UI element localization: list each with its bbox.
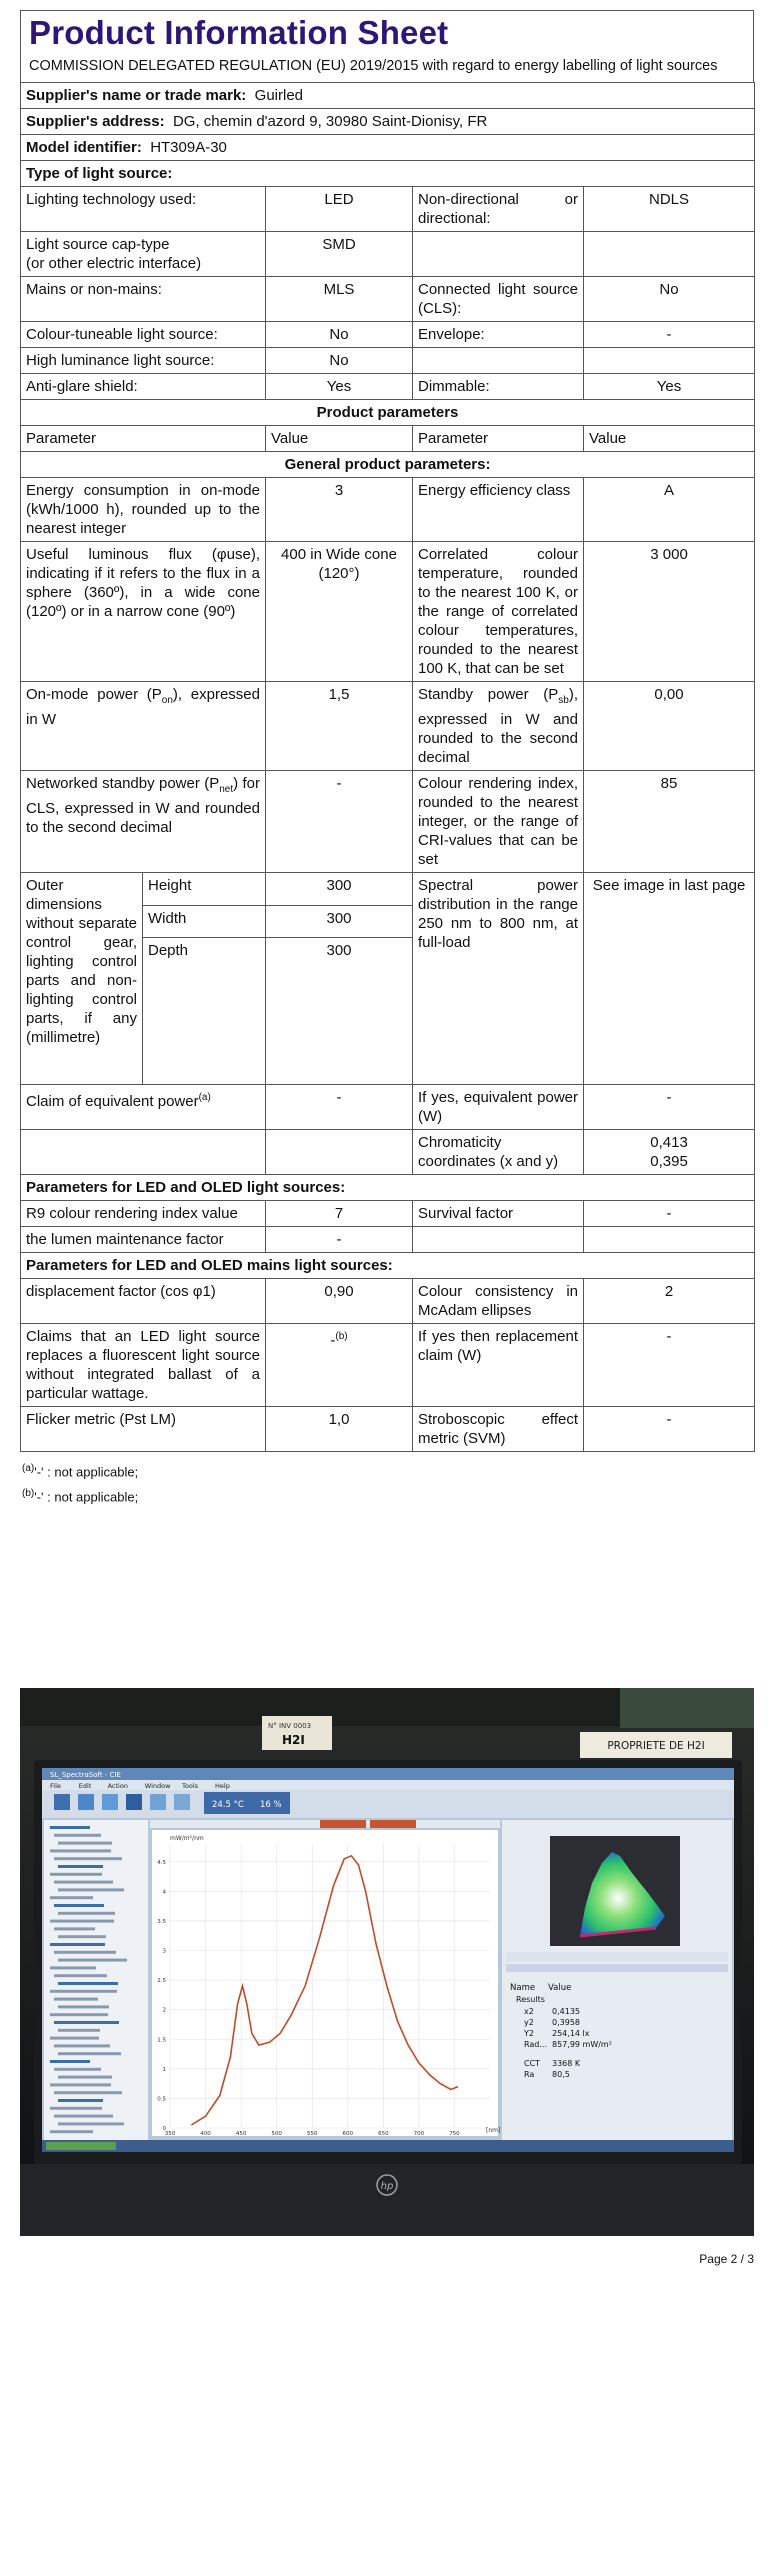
spectral-label: Spectral power distribution in the range 250 nm to 800 nm, at full-load bbox=[413, 873, 584, 1085]
results-col-value: Value bbox=[548, 1983, 572, 1993]
led-heading-row bbox=[21, 1175, 755, 1201]
result-name: y2 bbox=[524, 2018, 534, 2027]
humidity-readout: 16 % bbox=[260, 1800, 282, 1810]
menu-item[interactable]: Help bbox=[215, 1782, 230, 1790]
displacement-value: 0,90 bbox=[266, 1279, 413, 1324]
type-row-mains bbox=[21, 277, 755, 322]
y-tick-label: 2 bbox=[162, 2007, 166, 2014]
tree-row bbox=[50, 1826, 90, 1829]
on-mode-power-label bbox=[21, 682, 266, 771]
tree-row bbox=[58, 1888, 124, 1891]
type-value-2: - bbox=[584, 322, 755, 348]
empty-cell bbox=[21, 1130, 266, 1175]
networked-standby-value: - bbox=[266, 771, 413, 873]
y-tick-label: 4 bbox=[162, 1889, 166, 1896]
tree-row bbox=[58, 2122, 124, 2125]
lumen-maintenance-label: the lumen maintenance factor bbox=[21, 1227, 266, 1253]
photo-svg bbox=[20, 1688, 754, 2236]
supplier-name-row bbox=[21, 83, 755, 109]
chromaticity-x: 0,413 bbox=[650, 1134, 688, 1151]
networked-standby-label-b: ) for CLS, expressed in W and rounded to the second decimal bbox=[26, 775, 260, 836]
tree-row bbox=[50, 1943, 105, 1946]
type-label: Colour-tuneable light source: bbox=[21, 322, 266, 348]
supplier-name-cell bbox=[21, 83, 755, 109]
type-row-luminance bbox=[21, 348, 755, 374]
sticker-mark-text: H2I bbox=[282, 1733, 305, 1747]
lumen-maintenance-value: - bbox=[266, 1227, 413, 1253]
supplier-name-label: Supplier's name or trade mark: bbox=[26, 87, 247, 104]
x-tick-label: 500 bbox=[271, 2131, 282, 2137]
type-value: SMD bbox=[266, 232, 413, 277]
equivalent-claim-label bbox=[21, 1085, 266, 1130]
chart-ylabel: mW/m²/nm bbox=[170, 1835, 204, 1842]
width-value: 300 bbox=[266, 905, 413, 938]
spectrum-chart-area bbox=[152, 1830, 501, 2136]
type-label-2 bbox=[413, 348, 584, 374]
cri-label: Colour rendering index, rounded to the nearest integer, or the range of CRI-values that can be set bbox=[413, 771, 584, 873]
footnote-a-text: '-' : not applicable; bbox=[34, 1464, 139, 1480]
luminous-flux-label: Useful luminous flux (φuse), indicating if it refers to the flux in a sphere (360º), in a wide cone (120º) or in a narrow cone (90º) bbox=[21, 542, 266, 682]
equivalent-claim-text: Claim of equivalent power bbox=[26, 1093, 199, 1110]
r9-row bbox=[21, 1201, 755, 1227]
luminous-flux-value: 400 in Wide cone (120°) bbox=[266, 542, 413, 682]
result-name: x2 bbox=[524, 2007, 534, 2016]
stroboscopic-label: Stroboscopic effect metric (SVM) bbox=[413, 1407, 584, 1452]
tree-row bbox=[50, 1966, 96, 1969]
result-name: Rad... bbox=[524, 2040, 547, 2049]
type-label-2: Dimmable: bbox=[413, 374, 584, 400]
colour-consistency-value: 2 bbox=[584, 1279, 755, 1324]
result-value: 0,4135 bbox=[552, 2007, 580, 2016]
x-tick-label: 350 bbox=[164, 2131, 176, 2137]
y-tick-label: 3 bbox=[162, 1948, 166, 1955]
tree-row bbox=[58, 2052, 121, 2055]
height-value: 300 bbox=[266, 873, 413, 906]
tree-row bbox=[58, 1912, 115, 1915]
type-value-2: NDLS bbox=[584, 187, 755, 232]
owner-label-text: PROPRIETE DE H2I bbox=[607, 1740, 705, 1752]
tree-row bbox=[50, 1990, 117, 1993]
r9-label: R9 colour rendering index value bbox=[21, 1201, 266, 1227]
tree-row bbox=[58, 2005, 109, 2008]
on-mode-power-label-a: On-mode power (P bbox=[26, 686, 162, 703]
replacement-claim-label: Claims that an LED light source replaces a fluorescent light source without integrated ballast of a particular wattage. bbox=[21, 1324, 266, 1407]
on-mode-power-label-b: ), expressed in W bbox=[26, 686, 260, 728]
result-value: 3368 K bbox=[552, 2059, 581, 2068]
model-label: Model identifier: bbox=[26, 139, 142, 156]
flux-row bbox=[21, 542, 755, 682]
results-group: Results bbox=[516, 1995, 545, 2004]
col-parameter-header: Parameter bbox=[21, 426, 266, 452]
footnote-b bbox=[22, 1483, 754, 1508]
tree-row bbox=[50, 2060, 90, 2063]
tree-row bbox=[54, 1998, 98, 2001]
equivalent-power-value: - bbox=[584, 1085, 755, 1130]
type-value: MLS bbox=[266, 277, 413, 322]
tree-row bbox=[54, 2115, 113, 2118]
footnote-b-text: '-' : not applicable; bbox=[34, 1489, 139, 1505]
tree-row bbox=[50, 2037, 99, 2040]
y-tick-label: 4.5 bbox=[157, 1859, 166, 1866]
equivalent-claim-sup: (a) bbox=[198, 1092, 211, 1103]
header-box bbox=[20, 10, 754, 82]
equivalent-claim-value: - bbox=[266, 1085, 413, 1130]
survival-label: Survival factor bbox=[413, 1201, 584, 1227]
y-tick-label: 1.5 bbox=[157, 2037, 166, 2044]
supplier-address-label: Supplier's address: bbox=[26, 113, 165, 130]
tree-row bbox=[50, 2130, 93, 2133]
led-heading: Parameters for LED and OLED light sources: bbox=[21, 1175, 755, 1201]
tree-row bbox=[54, 1974, 107, 1977]
type-value-2: Yes bbox=[584, 374, 755, 400]
tree-row bbox=[58, 1935, 106, 1938]
dimensions-row-height bbox=[21, 873, 755, 906]
chromaticity-y: 0,395 bbox=[650, 1153, 688, 1170]
lumen-maintenance-row bbox=[21, 1227, 755, 1253]
standby-power-label bbox=[413, 682, 584, 771]
networked-standby-label-a: Networked standby power (P bbox=[26, 775, 220, 792]
page-title: Product Information Sheet bbox=[29, 14, 449, 51]
model-value: HT309A-30 bbox=[150, 139, 227, 156]
tree-row bbox=[58, 1865, 103, 1868]
tree-row bbox=[50, 1920, 114, 1923]
result-name: Y2 bbox=[524, 2029, 534, 2038]
tree-row bbox=[58, 2029, 100, 2032]
width-label: Width bbox=[143, 905, 266, 938]
replacement-claim-dash: - bbox=[330, 1332, 336, 1349]
result-value: 0,3958 bbox=[552, 2018, 580, 2027]
tree-row bbox=[50, 2013, 108, 2016]
x-tick-label: 650 bbox=[378, 2131, 389, 2137]
replacement-claim-value bbox=[266, 1324, 413, 1407]
type-label-2: Non-directional or directional: bbox=[413, 187, 584, 232]
result-value: 857,99 mW/m² bbox=[552, 2040, 612, 2049]
energy-consumption-label: Energy consumption in on-mode (kWh/1000 h), rounded up to the nearest integer bbox=[21, 478, 266, 542]
tree-row bbox=[58, 1959, 127, 1962]
displacement-label: displacement factor (cos φ1) bbox=[21, 1279, 266, 1324]
general-heading-row bbox=[21, 452, 755, 478]
window-title: SL_SpectraSoft - CIE bbox=[50, 1771, 121, 1779]
col-value-header: Value bbox=[266, 426, 413, 452]
y-tick-label: 3.5 bbox=[157, 1918, 166, 1925]
mains-heading: Parameters for LED and OLED mains light sources: bbox=[21, 1253, 755, 1279]
depth-value: 300 bbox=[266, 938, 413, 1085]
dimensions-label: Outer dimensions without separate control gear, lighting control parts and non-lighting control parts, if any (millimetre) bbox=[21, 873, 143, 1085]
supplier-address-value: DG, chemin d'azord 9, 30980 Saint-Dionisy, FR bbox=[172, 113, 488, 130]
displacement-row bbox=[21, 1279, 755, 1324]
hp-logo-text: hp bbox=[380, 2181, 394, 2192]
tree-row bbox=[54, 2091, 122, 2094]
type-row-technology bbox=[21, 187, 755, 232]
type-heading: Type of light source: bbox=[21, 161, 755, 187]
type-label: Lighting technology used: bbox=[21, 187, 266, 232]
col-parameter-header-2: Parameter bbox=[413, 426, 584, 452]
result-name: CCT bbox=[524, 2059, 541, 2068]
y-tick-label: 0 bbox=[162, 2126, 166, 2132]
energy-class-value: A bbox=[584, 478, 755, 542]
col-value-header-2: Value bbox=[584, 426, 755, 452]
type-label-2: Connected light source (CLS): bbox=[413, 277, 584, 322]
chart-xlabel: [nm] bbox=[486, 2127, 501, 2134]
tree-row bbox=[54, 2044, 110, 2047]
type-label: High luminance light source: bbox=[21, 348, 266, 374]
supplier-address-cell bbox=[21, 109, 755, 135]
type-label-2: Envelope: bbox=[413, 322, 584, 348]
type-value-2 bbox=[584, 348, 755, 374]
on-mode-power-sub: on bbox=[161, 695, 173, 706]
colour-consistency-label: Colour consistency in McAdam ellipses bbox=[413, 1279, 584, 1324]
product-parameters-heading: Product parameters bbox=[21, 400, 755, 426]
footnotes bbox=[20, 1458, 754, 1509]
flicker-row bbox=[21, 1407, 755, 1452]
regulation-subtitle: COMMISSION DELEGATED REGULATION (EU) 2019/2015 with regard to energy labelling of light sources bbox=[29, 58, 718, 74]
x-tick-label: 450 bbox=[235, 2131, 247, 2137]
type-label: Anti-glare shield: bbox=[21, 374, 266, 400]
mains-heading-row bbox=[21, 1253, 755, 1279]
type-label-2 bbox=[413, 232, 584, 277]
supplier-name-value: Guirled bbox=[254, 87, 304, 104]
tree-row bbox=[54, 1927, 95, 1930]
tree-row bbox=[50, 1896, 93, 1899]
replacement-row bbox=[21, 1324, 755, 1407]
tree-row bbox=[54, 1857, 122, 1860]
type-value: No bbox=[266, 322, 413, 348]
info-table bbox=[20, 82, 755, 1452]
networked-standby-label bbox=[21, 771, 266, 873]
menu-item[interactable]: Edit bbox=[78, 1782, 92, 1790]
replacement-watt-value: - bbox=[584, 1324, 755, 1407]
cct-label: Correlated colour temperature, rounded to the nearest 100 K, or the range of correlated colour temperatures, rounded to the nearest 100 K, that can be set bbox=[413, 542, 584, 682]
tree-row bbox=[58, 2076, 112, 2079]
x-tick-label: 550 bbox=[306, 2131, 318, 2137]
temperature-readout: 24.5 °C bbox=[212, 1800, 244, 1810]
y-tick-label: 2.5 bbox=[157, 1978, 166, 1985]
x-tick-label: 750 bbox=[449, 2131, 460, 2137]
energy-class-label: Energy efficiency class bbox=[413, 478, 584, 542]
power-row bbox=[21, 682, 755, 771]
chromaticity-label: Chromaticity coordinates (x and y) bbox=[413, 1130, 584, 1175]
networked-standby-sub: net bbox=[219, 784, 234, 795]
supplier-address-row bbox=[21, 109, 755, 135]
tree-row bbox=[54, 2021, 119, 2024]
equivalent-row bbox=[21, 1085, 755, 1130]
product-information-sheet bbox=[20, 10, 754, 1509]
footnote-a-mark: (a) bbox=[22, 1463, 35, 1474]
empty-cell bbox=[266, 1130, 413, 1175]
model-cell bbox=[21, 135, 755, 161]
product-parameters-heading-row bbox=[21, 400, 755, 426]
type-label bbox=[21, 232, 266, 277]
r9-value: 7 bbox=[266, 1201, 413, 1227]
flicker-label: Flicker metric (Pst LM) bbox=[21, 1407, 266, 1452]
type-value-2 bbox=[584, 232, 755, 277]
survival-value: - bbox=[584, 1201, 755, 1227]
result-value: 254,14 lx bbox=[552, 2029, 590, 2038]
standby-power-sub: sb bbox=[558, 695, 569, 706]
replacement-watt-label: If yes then replacement claim (W) bbox=[413, 1324, 584, 1407]
cri-value: 85 bbox=[584, 771, 755, 873]
tree-row bbox=[58, 1842, 112, 1845]
type-row-antiglare bbox=[21, 374, 755, 400]
result-value: 80,5 bbox=[552, 2070, 570, 2079]
empty-cell bbox=[584, 1227, 755, 1253]
height-label: Height bbox=[143, 873, 266, 906]
tree-row bbox=[50, 1873, 102, 1876]
type-value-2: No bbox=[584, 277, 755, 322]
y-tick-label: 1 bbox=[162, 2066, 166, 2073]
tree-row bbox=[50, 2083, 111, 2086]
tree-row bbox=[50, 1849, 111, 1852]
empty-cell bbox=[413, 1227, 584, 1253]
type-value: LED bbox=[266, 187, 413, 232]
equivalent-power-label: If yes, equivalent power (W) bbox=[413, 1085, 584, 1130]
energy-consumption-value: 3 bbox=[266, 478, 413, 542]
column-header-row bbox=[21, 426, 755, 452]
footnote-b-mark: (b) bbox=[22, 1488, 35, 1500]
tree-row bbox=[54, 2068, 101, 2071]
menu-item[interactable]: Action bbox=[107, 1782, 128, 1790]
energy-row bbox=[21, 478, 755, 542]
menu-item[interactable]: Window bbox=[144, 1782, 171, 1790]
standby-power-label-a: Standby power (P bbox=[418, 686, 559, 703]
on-mode-power-value: 1,5 bbox=[266, 682, 413, 771]
tree-row bbox=[50, 2107, 102, 2110]
tree-row bbox=[54, 1834, 101, 1837]
type-value: No bbox=[266, 348, 413, 374]
sticker-top-text: N° INV 0003 bbox=[268, 1722, 312, 1730]
spectral-value: See image in last page bbox=[584, 873, 755, 1085]
tree-row bbox=[54, 1904, 104, 1907]
page-number: Page 2 / 3 bbox=[699, 2252, 754, 2266]
type-row-cap bbox=[21, 232, 755, 277]
tree-row bbox=[54, 1881, 113, 1884]
cap-type-sublabel: (or other electric interface) bbox=[26, 255, 202, 272]
cap-type-label: Light source cap-type bbox=[26, 236, 170, 253]
type-row-tuneable bbox=[21, 322, 755, 348]
type-label: Mains or non-mains: bbox=[21, 277, 266, 322]
chromaticity-value bbox=[584, 1130, 755, 1175]
general-heading: General product parameters: bbox=[21, 452, 755, 478]
standby-power-value: 0,00 bbox=[584, 682, 755, 771]
menu-item[interactable]: Tools bbox=[182, 1782, 199, 1790]
footnote-a bbox=[22, 1458, 754, 1483]
type-heading-row bbox=[21, 161, 755, 187]
x-tick-label: 600 bbox=[342, 2131, 354, 2137]
x-tick-label: 400 bbox=[200, 2131, 211, 2137]
y-tick-label: 0.5 bbox=[157, 2096, 166, 2103]
replacement-claim-sup: (b) bbox=[335, 1331, 348, 1342]
chromaticity-row bbox=[21, 1130, 755, 1175]
stroboscopic-value: - bbox=[584, 1407, 755, 1452]
x-tick-label: 700 bbox=[413, 2131, 425, 2137]
results-col-name: Name bbox=[510, 1983, 536, 1993]
standby-power-label-b: ), expressed in W and rounded to the second decimal bbox=[418, 686, 578, 766]
cct-value: 3 000 bbox=[584, 542, 755, 682]
tree-row bbox=[58, 1982, 118, 1985]
tree-row bbox=[58, 2099, 103, 2102]
result-name: Ra bbox=[524, 2070, 535, 2079]
type-value: Yes bbox=[266, 374, 413, 400]
spectrometer-photo bbox=[20, 1688, 754, 2236]
depth-label: Depth bbox=[143, 938, 266, 1085]
menu-item[interactable]: File bbox=[50, 1782, 61, 1790]
tree-row bbox=[54, 1951, 116, 1954]
model-row bbox=[21, 135, 755, 161]
flicker-value: 1,0 bbox=[266, 1407, 413, 1452]
networked-row bbox=[21, 771, 755, 873]
